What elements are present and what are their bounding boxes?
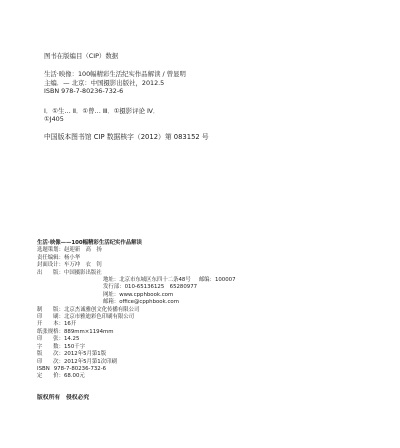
edition-row: 版 次： 2012年5月第1版 [37, 351, 107, 358]
cip-record-number: 中国版本图书馆 CIP 数据核字（2012）第 083152 号 [44, 133, 209, 142]
cip-isbn-line: ISBN 978-7-80236-732-6 [44, 87, 124, 96]
email-link[interactable]: office@cpphbook.com [119, 299, 179, 306]
words-row: 字 数： 150千字 [37, 343, 86, 350]
cip-subject-line: Ⅰ．①生… Ⅱ．①曾… Ⅲ．①摄影评论 Ⅳ． [44, 106, 160, 115]
address-row: 地址： 北京市东城区东四十二条48号 邮编： 100007 [103, 277, 236, 284]
copyright-notice: 版权所有 侵权必究 [37, 394, 90, 401]
cip-class-line: ①J405 [44, 115, 64, 124]
dept-row: 发行部： 010-65136125 65280977 [103, 284, 198, 291]
cip-title-line: 生活·映像：100幅精彩生活纪实作品解读 / 曾显明 [44, 70, 186, 79]
cover-design-row: 封面设计： 车万冲 衣 钊 [37, 262, 102, 269]
planner-row: 选题策划： 赵迎新 高 扬 [37, 247, 102, 254]
cip-publisher-line: 主编．— 北京：中国摄影出版社，2012.5 [44, 78, 165, 87]
website-row: 网址： www.cpphbook.com [103, 291, 174, 298]
price-row: 定 价： 68.00元 [37, 373, 85, 380]
email-row: 邮箱： office@cpphbook.com [103, 299, 179, 306]
colophon-block [37, 240, 387, 402]
website-link[interactable]: www.cpphbook.com [119, 291, 174, 298]
colophon-title: 生活·映像——100幅精彩生活纪实作品解读 [37, 240, 142, 246]
paper-row: 纸张规格： 889mm×1194mm [37, 328, 114, 335]
cip-heading: 图书在版编目（CIP）数据 [44, 52, 119, 60]
printer-row: 印 刷： 北京市雅迪彩色印刷有限公司 [37, 314, 135, 321]
format-row: 开 本： 16开 [37, 321, 77, 328]
sheets-row: 印 张： 14.25 [37, 336, 80, 343]
typeset-row: 制 版： 北京杰诚雅创文化传播有限公司 [37, 306, 140, 313]
printing-row: 印 次： 2012年5月第1次印刷 [37, 358, 117, 365]
publisher-row: 出 版： 中国摄影出版社 [37, 269, 102, 276]
isbn-row: ISBN 978-7-80236-732-6 [37, 365, 107, 372]
editor-row: 责任编辑： 杨小华 [37, 254, 81, 261]
cip-block [44, 52, 384, 142]
